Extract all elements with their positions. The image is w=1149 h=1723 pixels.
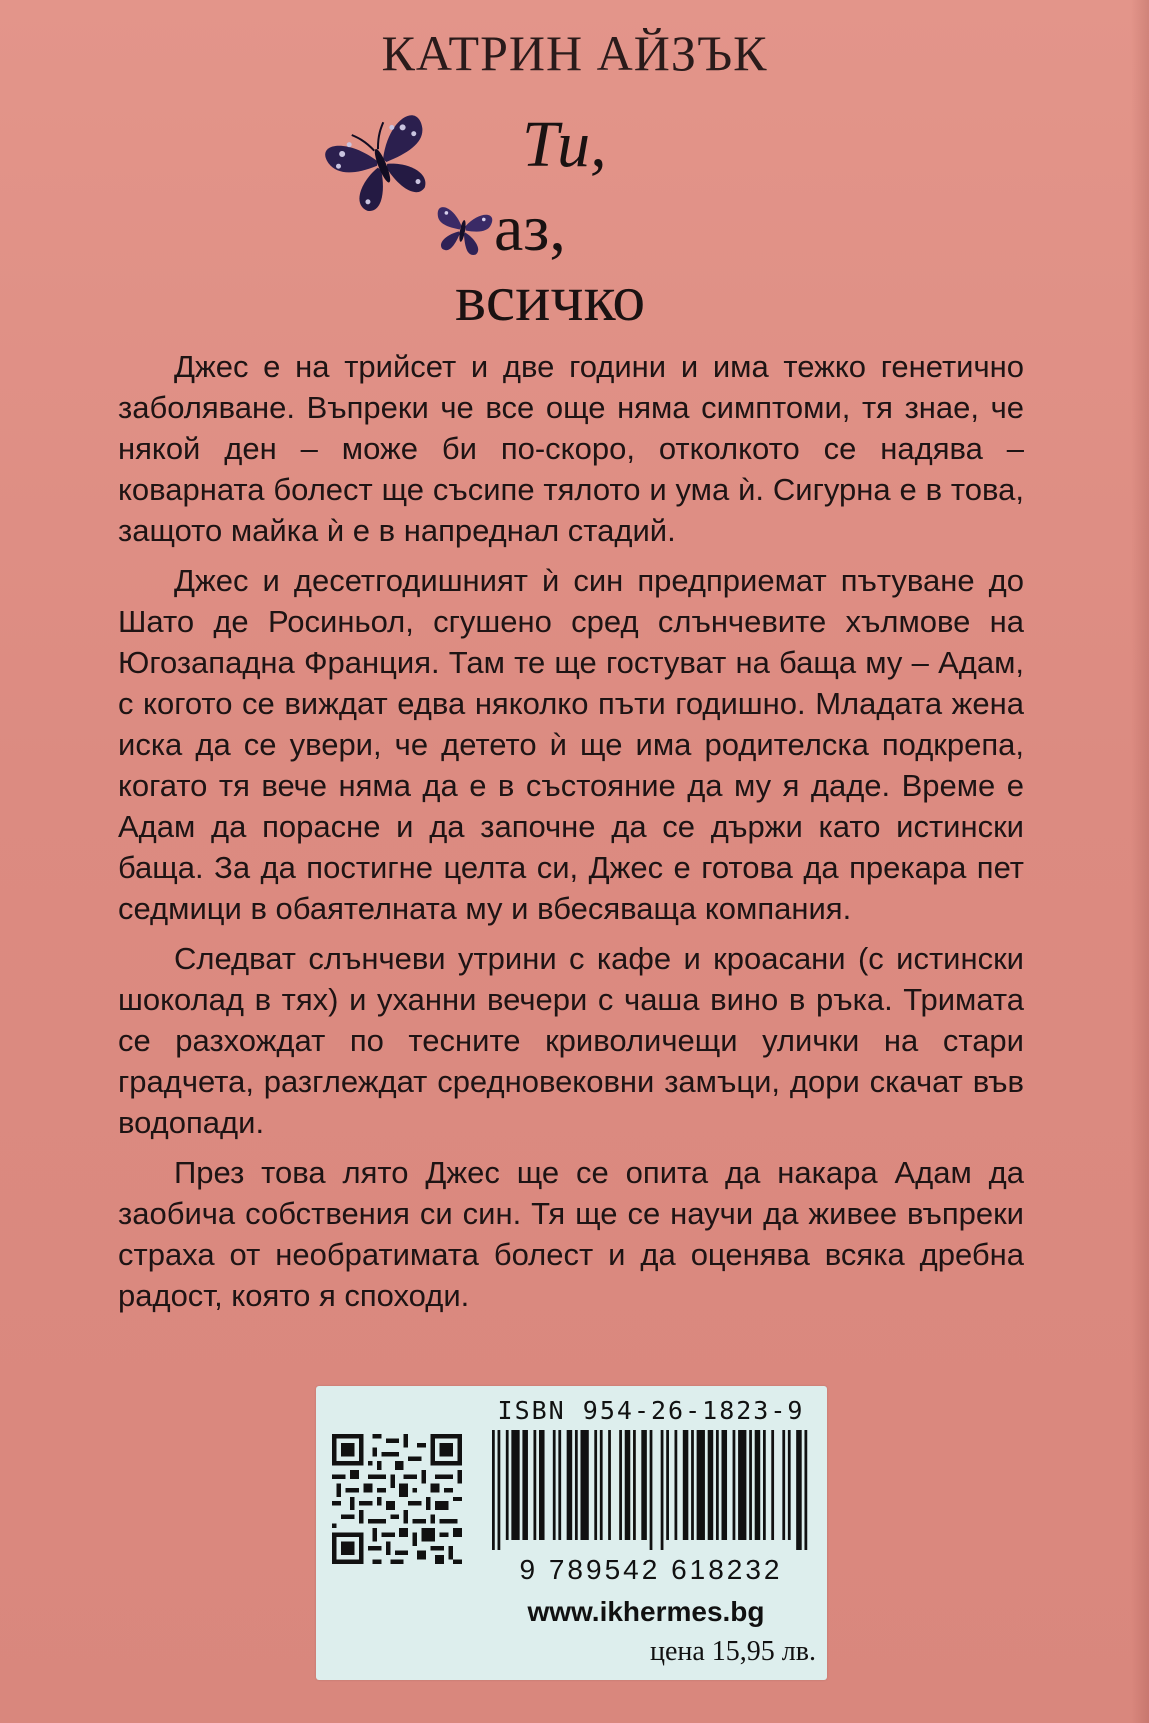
price-label: цена 15,95 лв. [649,1636,816,1667]
book-title-line-3: всичко [455,262,646,335]
ean-number: 9 789542 618232 [519,1554,783,1585]
qr-code-icon [332,1434,462,1564]
isbn-label: ISBN 954-26-1823-9 [497,1396,805,1425]
blurb-paragraph: През това лято Джес ще се опита да накара Адам да заобича собствения си син. Тя ще се научи да живее въпреки страха от необратимата болест и да оценява всяка дребна радост, която я споходи. [118,1155,1024,1313]
blurb-paragraph: Джес и десетгодишният ѝ син предприемат пътуване до Шато де Росиньол, сгушено сред слънчевите хълмове на Югозападна Франция. Там те ще гостуват на баща му – Адам, с когото се виждат едва няколко пъти годишно. Младата жена иска да се увери, че детето ѝ ще има родителска подкрепа, когато тя вече няма да е в състояние да му я даде. Време е Адам да порасне и да започне да се държи като истински баща. За да постигне целта си, Джес е готова да прекара пет седмици в обаятелната му и вбесяваща компания. [118,563,1024,926]
butterfly-icon [318,106,444,218]
book-title-line-2: аз, [494,192,566,265]
blurb-paragraph: Джес е на трийсет и две години и има тежко генетично заболяване. Въпреки че все още няма симптоми, тя знае, че някой ден – може би по-скоро, отколкото се надява – коварната болест ще съсипе тялото и ума ѝ. Сигурна е в това, защото майка ѝ е в напреднал стадий. [118,349,1024,548]
book-blurb [118,346,1024,1325]
publisher-url: www.ikhermes.bg [527,1596,765,1627]
price-sticker [316,1386,827,1680]
butterfly-icon [428,198,498,258]
book-title-line-1: Ти, [522,108,607,181]
author-name: КАТРИН АЙЗЪК [381,25,768,81]
blurb-paragraph: Следват слънчеви утрини с кафе и кроасани (с истински шоколад в тях) и уханни вечери с чаша вино в ръка. Тримата се разхождат по тесните криволичещи улички на стари градчета, разглеждат средновековни замъци, дори скачат във водопади. [118,941,1024,1140]
barcode-icon [492,1430,810,1550]
cover-edge-shadow [1131,0,1149,1723]
